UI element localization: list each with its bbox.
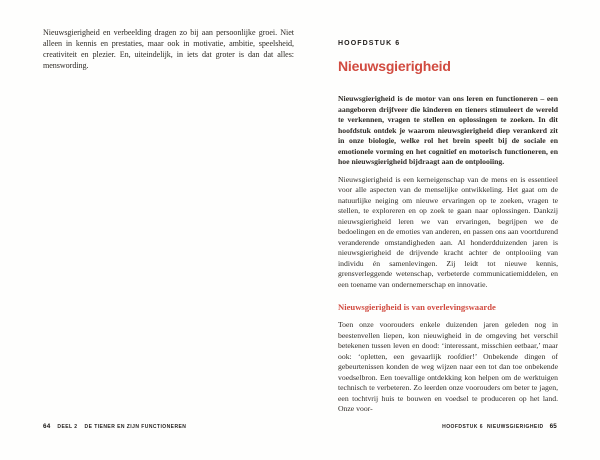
chapter-title: Nieuwsgierigheid: [338, 58, 451, 74]
chapter-footer-title: NIEUWSGIERIGHEID: [486, 424, 544, 430]
section-paragraph: Toen onze voorouders enkele duizenden jaren geleden nog in beestenvellen liepen, kon nieuwigheid in de omgeving het verschil betekenen tussen leven en dood: ‘interessant, misschien eetbaar,’ maar ook: ‘opletten, een gevaarlijk roofdier!’ Onbekende dingen of gebeurtenissen konden de weg wijzen naar een tot dan toe onbekende voedselbron. Een toevallige ontdekking kon helpen om de werktuigen technisch te verbeteren. Zo leerden onze voorouders om beter te jagen, een tochtvrij huis te bouwen en voedsel te produceren op het land. Onze voor-: [338, 320, 558, 413]
page-number-right: 65: [549, 423, 557, 430]
right-page: [338, 40, 558, 415]
left-page: [43, 27, 294, 71]
part-label: DEEL 2: [57, 424, 78, 430]
page-number-left: 64: [43, 423, 51, 430]
section-heading: Nieuwsgierigheid is van overlevingswaarde: [338, 302, 496, 312]
intro-paragraph: Nieuwsgierigheid is de motor van ons leren en functioneren – een aangeboren drijfveer die kinderen en tieners stimuleert de wereld te verkennen, vragen te stellen en oplossingen te zoeken. In dit hoofdstuk ontdek je waarom nieuwsgierigheid diep verankerd zit in onze biologie, welke rol het brein speelt bij de sociale en emotionele vorming en het cognitief en motorisch functioneren, en hoe nieuwsgierigheid bijdraagt aan de ontplooiing.: [338, 94, 558, 166]
chapter-footer-label: HOOFDSTUK 6: [442, 424, 483, 430]
right-footer: [442, 423, 557, 430]
part-title: DE TIENER EN ZIJN FUNCTIONEREN: [84, 424, 187, 430]
body-paragraph: Nieuwsgierigheid is een kerneigenschap van de mens en is essentieel voor alle aspecten van de menselijke ontwikkeling. Het gaat om de natuurlijke neiging om nieuwe ervaringen op te zoeken, vragen te stellen, te exploreren en op zoek te gaan naar oplossingen. Dankzij nieuwsgierigheid leren we van ervaringen, begrijpen we de bedoelingen en de emoties van anderen, en passen ons aan voortdurend veranderende omstandigheden aan. Al honderdduizenden jaren is nieuwsgierigheid de drijvende kracht achter de ontplooiing van individu én samenlevingen. Zij leidt tot nieuwe kennis, grensverleggende wetenschap, verbeterde communicatiemiddelen, en een toename van ondernemerschap en innovatie.: [338, 174, 558, 289]
left-footer: [43, 423, 186, 430]
continuation-paragraph: Nieuwsgierigheid en verbeelding dragen zo bij aan persoonlijke groei. Niet alleen in kennis en prestaties, maar ook in motivatie, ambitie, speelsheid, creativiteit en plezier. En, uiteindelijk, in iets dat groter is dan dat alles: menswording.: [43, 28, 294, 70]
chapter-kicker: HOOFDSTUK 6: [338, 40, 401, 47]
